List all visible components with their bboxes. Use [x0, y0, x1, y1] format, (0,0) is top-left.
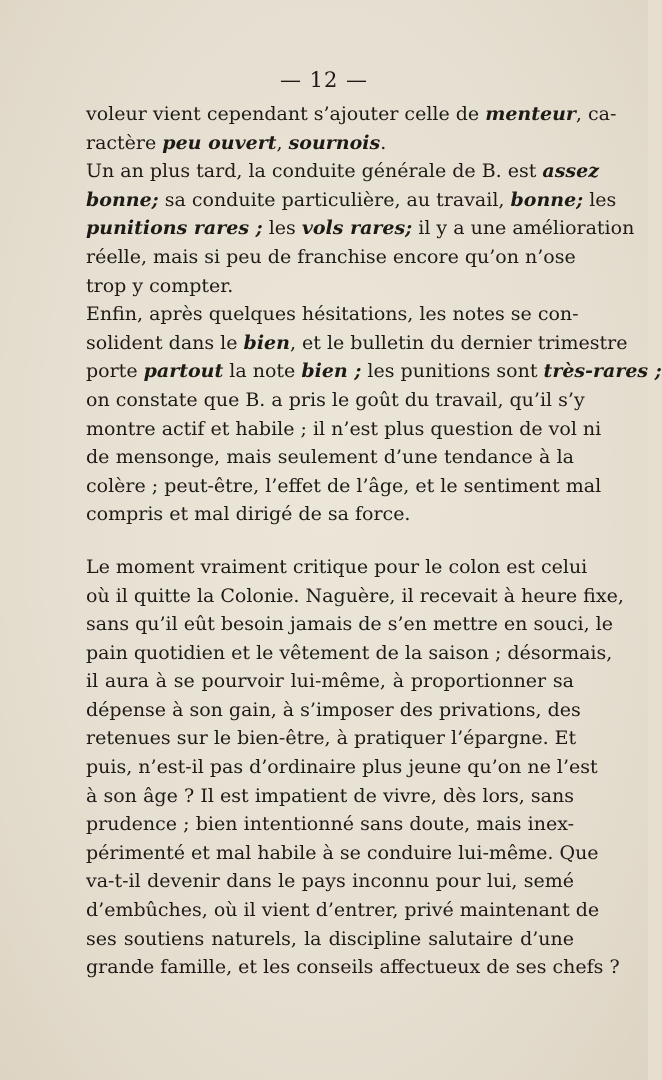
text-line: [86, 443, 574, 472]
paragraph: [86, 157, 635, 300]
text-run: les punitions sont: [361, 360, 544, 383]
text-line: [86, 300, 579, 329]
page-number: — 12 —: [279, 68, 369, 92]
text-run: dépense à son gain, à s’imposer des privations, des: [86, 698, 581, 721]
text-line: [86, 415, 602, 444]
emphasis-text: sournois: [288, 131, 381, 154]
text-line: [86, 129, 574, 158]
text-run: compris et mal dirigé de sa force.: [86, 503, 411, 526]
text-run: grande famille, et les conseils affectueux de ses chefs ?: [86, 956, 620, 979]
text-line: [86, 839, 599, 868]
text-run: pain quotidien et le vêtement de la saison ; désormais,: [86, 641, 613, 664]
text-run: on constate que B. a pris le goût du travail, qu’il s’y: [86, 388, 585, 411]
text-line: [86, 953, 620, 982]
text-line: [86, 810, 574, 839]
text-line: [86, 782, 574, 811]
paragraph: [86, 553, 624, 982]
text-line: [86, 500, 574, 529]
text-run: .: [380, 131, 387, 154]
emphasis-text: partout: [143, 360, 224, 383]
text-run: les: [262, 217, 302, 240]
emphasis-text: bonne;: [510, 188, 584, 211]
text-line: [86, 867, 574, 896]
text-run: voleur vient cependant s’ajouter celle de: [86, 103, 486, 125]
text-line: [86, 186, 617, 215]
text-run: de mensonge, mais seulement d’une tendance à la: [86, 446, 574, 469]
text-run: à son âge ? Il est impatient de vivre, dès lors, sans: [86, 784, 574, 807]
emphasis-text: bien ;: [301, 360, 362, 383]
text-line: [86, 157, 600, 186]
emphasis-text: vols rares;: [301, 217, 413, 240]
text-run: où il quitte la Colonie. Naguère, il recevait à heure fixe,: [86, 584, 624, 607]
text-line: [86, 639, 613, 668]
body-text: [86, 100, 662, 982]
text-line: [86, 272, 574, 301]
text-run: , et le bulletin du dernier trimestre: [289, 331, 628, 354]
emphasis-text: menteur: [485, 103, 576, 125]
text-line: [86, 610, 613, 639]
text-run: retenues sur le bien-être, à pratiquer l’épargne. Et: [86, 727, 577, 750]
text-run: Un an plus tard, la conduite générale de B. est: [86, 160, 543, 183]
text-line: [86, 696, 581, 725]
text-line: [86, 582, 624, 611]
text-line: [86, 214, 635, 243]
text-run: colère ; peut-être, l’effet de l’âge, et le sentiment mal: [86, 474, 602, 497]
text-line: [86, 553, 588, 582]
text-run: les: [583, 188, 617, 211]
text-line: [86, 667, 574, 696]
text-run: , ca-: [575, 103, 617, 125]
text-run: solident dans le: [86, 331, 244, 354]
text-line: [86, 243, 574, 272]
text-line: [86, 724, 577, 753]
text-run: d’embûches, où il vient d’entrer, privé maintenant de: [86, 899, 600, 922]
emphasis-text: peu ouvert: [162, 131, 277, 154]
text-run: il y a une amélioration: [412, 217, 635, 240]
paragraph-gap: [86, 529, 574, 553]
text-run: périmenté et mal habile à se conduire lui-même. Que: [86, 841, 599, 864]
text-line: [86, 925, 574, 954]
text-line: [86, 386, 585, 415]
text-run: sans qu’il eût besoin jamais de s’en mettre en souci, le: [86, 613, 613, 636]
emphasis-text: assez: [542, 160, 600, 183]
emphasis-text: très-rares ;: [543, 360, 662, 383]
text-line: [86, 896, 600, 925]
text-run: porte: [86, 360, 144, 383]
text-line: [86, 100, 617, 129]
text-run: prudence ; bien intentionné sans doute, mais inex-: [86, 813, 574, 836]
emphasis-text: bonne;: [86, 188, 159, 211]
text-run: la note: [223, 360, 302, 383]
text-run: trop y compter.: [86, 274, 234, 297]
text-line: [86, 329, 628, 358]
text-run: il aura à se pourvoir lui-même, à proportionner sa: [86, 670, 574, 693]
text-run: réelle, mais si peu de franchise encore qu’on n’ose: [86, 245, 576, 268]
text-line: [86, 472, 602, 501]
text-run: sa conduite particulière, au travail,: [158, 188, 511, 211]
text-line: [86, 357, 662, 386]
text-run: Le moment vraiment critique pour le colon est celui: [86, 555, 588, 578]
emphasis-text: bien: [243, 331, 290, 354]
text-line: [86, 753, 598, 782]
text-run: ractère: [86, 131, 163, 154]
text-run: ,: [276, 131, 289, 154]
paragraph: [86, 100, 617, 157]
paragraph: [86, 300, 662, 529]
text-run: puis, n’est-il pas d’ordinaire plus jeune qu’on ne l’est: [86, 756, 598, 779]
text-run: Enfin, après quelques hésitations, les notes se con-: [86, 303, 579, 326]
text-run: montre actif et habile ; il n’est plus question de vol ni: [86, 417, 602, 440]
text-run: va-t-il devenir dans le pays inconnu pour lui, semé: [86, 870, 574, 893]
emphasis-text: punitions rares ;: [86, 217, 263, 240]
text-run: ses soutiens naturels, la discipline salutaire d’une: [86, 927, 574, 950]
